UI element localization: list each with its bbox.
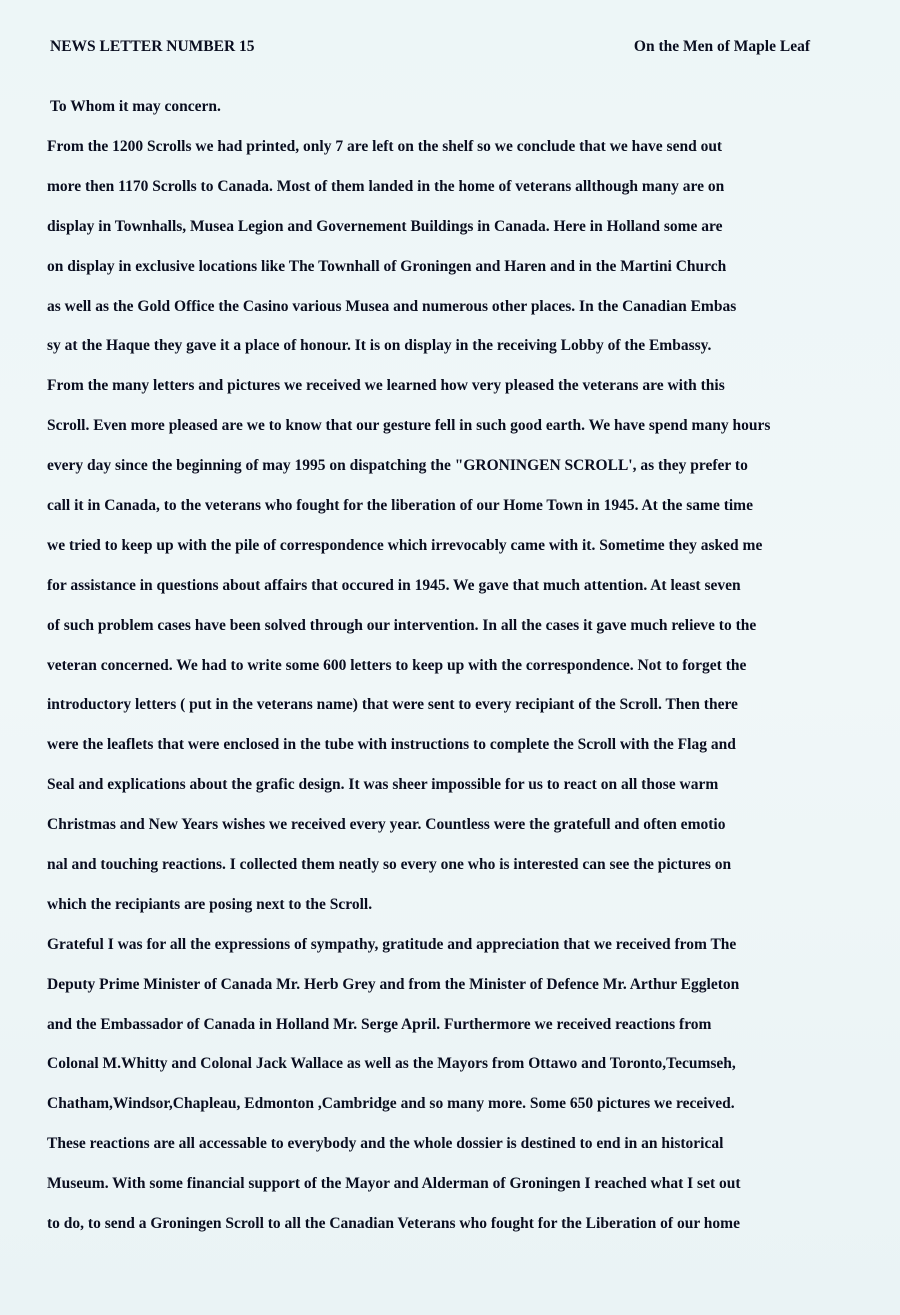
body-line: more then 1170 Scrolls to Canada. Most of them landed in the home of veterans allthough many are on xyxy=(47,177,725,195)
body-line: Museum. With some financial support of the Mayor and Alderman of Groningen I reached what I set out xyxy=(47,1175,741,1193)
page-header xyxy=(50,38,810,58)
salutation: To Whom it may concern. xyxy=(50,98,221,115)
body-line: nal and touching reactions. I collected them neatly so every one who is interested can see the pictures on xyxy=(47,856,732,874)
body-line: Scroll. Even more pleased are we to know that our gesture fell in such good earth. We have spend many hours xyxy=(47,417,771,435)
body-line: for assistance in questions about affairs that occured in 1945. We gave that much attention. At least seven xyxy=(47,576,741,594)
body-line: Chatham,Windsor,Chapleau, Edmonton ,Cambridge and so many more. Some 650 pictures we received. xyxy=(47,1095,735,1113)
body-line: From the many letters and pictures we received we learned how very pleased the veterans are with this xyxy=(47,377,725,395)
body-text xyxy=(47,137,867,1254)
newsletter-subtitle: On the Men of Maple Leaf xyxy=(633,38,810,55)
body-line: which the recipiants are posing next to the Scroll. xyxy=(47,895,373,913)
body-line: of such problem cases have been solved through our intervention. In all the cases it gave much relieve to the xyxy=(47,616,757,634)
body-line: every day since the beginning of may 1995 on dispatching the "GRONINGEN SCROLL', as they prefer to xyxy=(47,457,748,475)
body-line: sy at the Haque they gave it a place of honour. It is on display in the receiving Lobby of the Embassy. xyxy=(47,337,712,355)
body-line: From the 1200 Scrolls we had printed, only 7 are left on the shelf so we conclude that we have send out xyxy=(47,138,723,155)
body-line: Colonal M.Whitty and Colonal Jack Wallace as well as the Mayors from Ottawo and Toronto,Tecumseh, xyxy=(47,1055,736,1073)
body-line: These reactions are all accessable to everybody and the whole dossier is destined to end in an historical xyxy=(47,1135,724,1153)
body-line: as well as the Gold Office the Casino various Musea and numerous other places. In the Canadian Embas xyxy=(47,297,737,315)
body-line: Seal and explications about the grafic design. It was sheer impossible for us to react on all those warm xyxy=(47,776,719,794)
body-line: and the Embassador of Canada in Holland Mr. Serge April. Furthermore we received reactions from xyxy=(47,1015,712,1033)
body-line: Deputy Prime Minister of Canada Mr. Herb Grey and from the Minister of Defence Mr. Arthur Eggleton xyxy=(47,975,740,993)
body-line: Grateful I was for all the expressions of sympathy, gratitude and appreciation that we received from The xyxy=(47,935,737,953)
body-line: veteran concerned. We had to write some 600 letters to keep up with the correspondence. Not to forget the xyxy=(47,656,747,674)
newsletter-number: NEWS LETTER NUMBER 15 xyxy=(50,38,255,55)
body-line: call it in Canada, to the veterans who fought for the liberation of our Home Town in 1945. At the same time xyxy=(47,497,753,515)
body-line: we tried to keep up with the pile of correspondence which irrevocably came with it. Sometime they asked me xyxy=(47,536,763,554)
body-line: introductory letters ( put in the veterans name) that were sent to every recipiant of the Scroll. Then there xyxy=(47,696,738,714)
body-line: were the leaflets that were enclosed in the tube with instructions to complete the Scroll with the Flag and xyxy=(47,736,736,754)
body-line: on display in exclusive locations like The Townhall of Groningen and Haren and in the Martini Church xyxy=(47,257,727,275)
body-line: display in Townhalls, Musea Legion and Governement Buildings in Canada. Here in Holland some are xyxy=(47,217,723,235)
body-line: to do, to send a Groningen Scroll to all the Canadian Veterans who fought for the Liberation of our home xyxy=(47,1215,740,1233)
body-line: Christmas and New Years wishes we received every year. Countless were the gratefull and often emotio xyxy=(47,816,726,834)
